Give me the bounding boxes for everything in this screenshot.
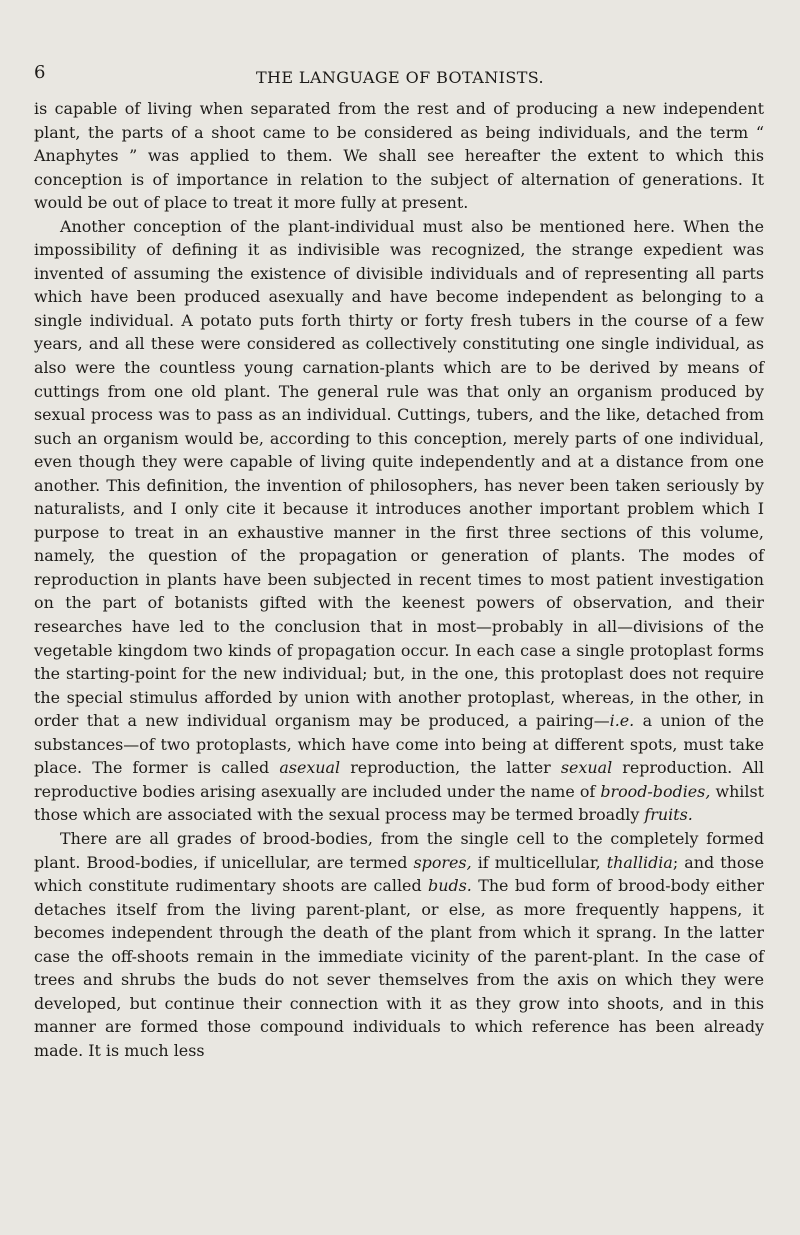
body-text [34,97,764,1062]
text-run: Another conception of the plant-individual must also be mentioned here. When the impossibility of defining it as indivisible was recognized, the strange expedient was invented of assuming the existence of divisible individuals and of representing all parts which have been produced asexually and have become independent as belonging to a single individual. A potato puts forth thirty or forty fresh tubers in the course of a few years, and all these were considered as collectively constituting one single individual, as also were the countless young carnation-plants which are to be derived by means of cuttings from one old plant. The general rule was that only an organism produced by sexual process was to pass as an individual. Cuttings, tubers, and the like, detached from such an organism would be, according to this conception, merely parts of one individual, even though they were capable of living quite independently and at a distance from one another. This definition, the invention of philosophers, has never been taken seriously by naturalists, and I only cite it because it introduces another important problem which I purpose to treat in an exhaustive manner in the first three sections of this volume, namely, the question of the propagation or generation of plants. The modes of reproduction in plants have been subjected in recent times to most patient investigation on the part of botanists gifted with the keenest powers of observation, and their researches have led to the conclusion that in most—probably in all—divisions of the vegetable kingdom two kinds of propagation occur. In each case a single protoplast forms the starting-point for the new individual; but, in the one, this protoplast does not require the special stimulus afforded by union with another protoplast, whereas, in the other, in order that a new individual organism may be produced, a pairing— [34,216,764,731]
text-run: ; and those which constitute rudimentary shoots are called [34,852,764,896]
italic-term: brood-bodies, [600,781,711,801]
paragraph [34,827,764,1062]
text-run: reproduction, the latter [340,758,561,778]
text-run: a union of the substances—of two protoplasts, which have come into being at different spots, must take place. The former is called [34,711,764,778]
italic-term: buds. [428,876,472,896]
text-run: is capable of living when separated from the rest and of producing a new independent plant, the parts of a shoot came to be considered as being individuals, and the term “ Anaphytes ” was applied to them. We shall see hereafter the extent to which this conception is of importance in relation to the subject of alternation of generations. It would be out of place to treat it more fully at present. [34,99,764,213]
page-number: 6 [34,62,46,83]
italic-term: spores, [413,852,472,872]
italic-term: sexual [560,758,613,778]
text-run: if multicellular, [471,852,607,872]
italic-term: fruits. [644,805,693,825]
italic-term: asexual [279,758,341,778]
running-head: THE LANGUAGE OF BOTANISTS. [255,68,545,87]
italic-term: i.e. [609,711,635,731]
paragraph [34,215,764,827]
paragraph [34,97,764,215]
text-run: reproduction. All reproductive bodies arising asexually are included under the name of [34,758,764,801]
text-run: whilst those which are associated with the sexual process may be termed broadly [34,781,765,825]
italic-term: thallidia [606,852,673,872]
text-run: The bud form of brood-body either detaches itself from the living parent-plant, or else, as more frequently happens, it becomes independent through the death of the plant from which it sprang. In the latter case the off-shoots remain in the immediate vicinity of the parent-plant. In the case of trees and shrubs the buds do not sever themselves from the axis on which they were developed, but continue their connection with it as they grow into shoots, and in this manner are formed those compound individuals to which reference has been already made. It is much less [34,876,765,1060]
text-run: There are all grades of brood-bodies, from the single cell to the completely formed plant. Brood-bodies, if unicellular, are termed [34,828,764,872]
